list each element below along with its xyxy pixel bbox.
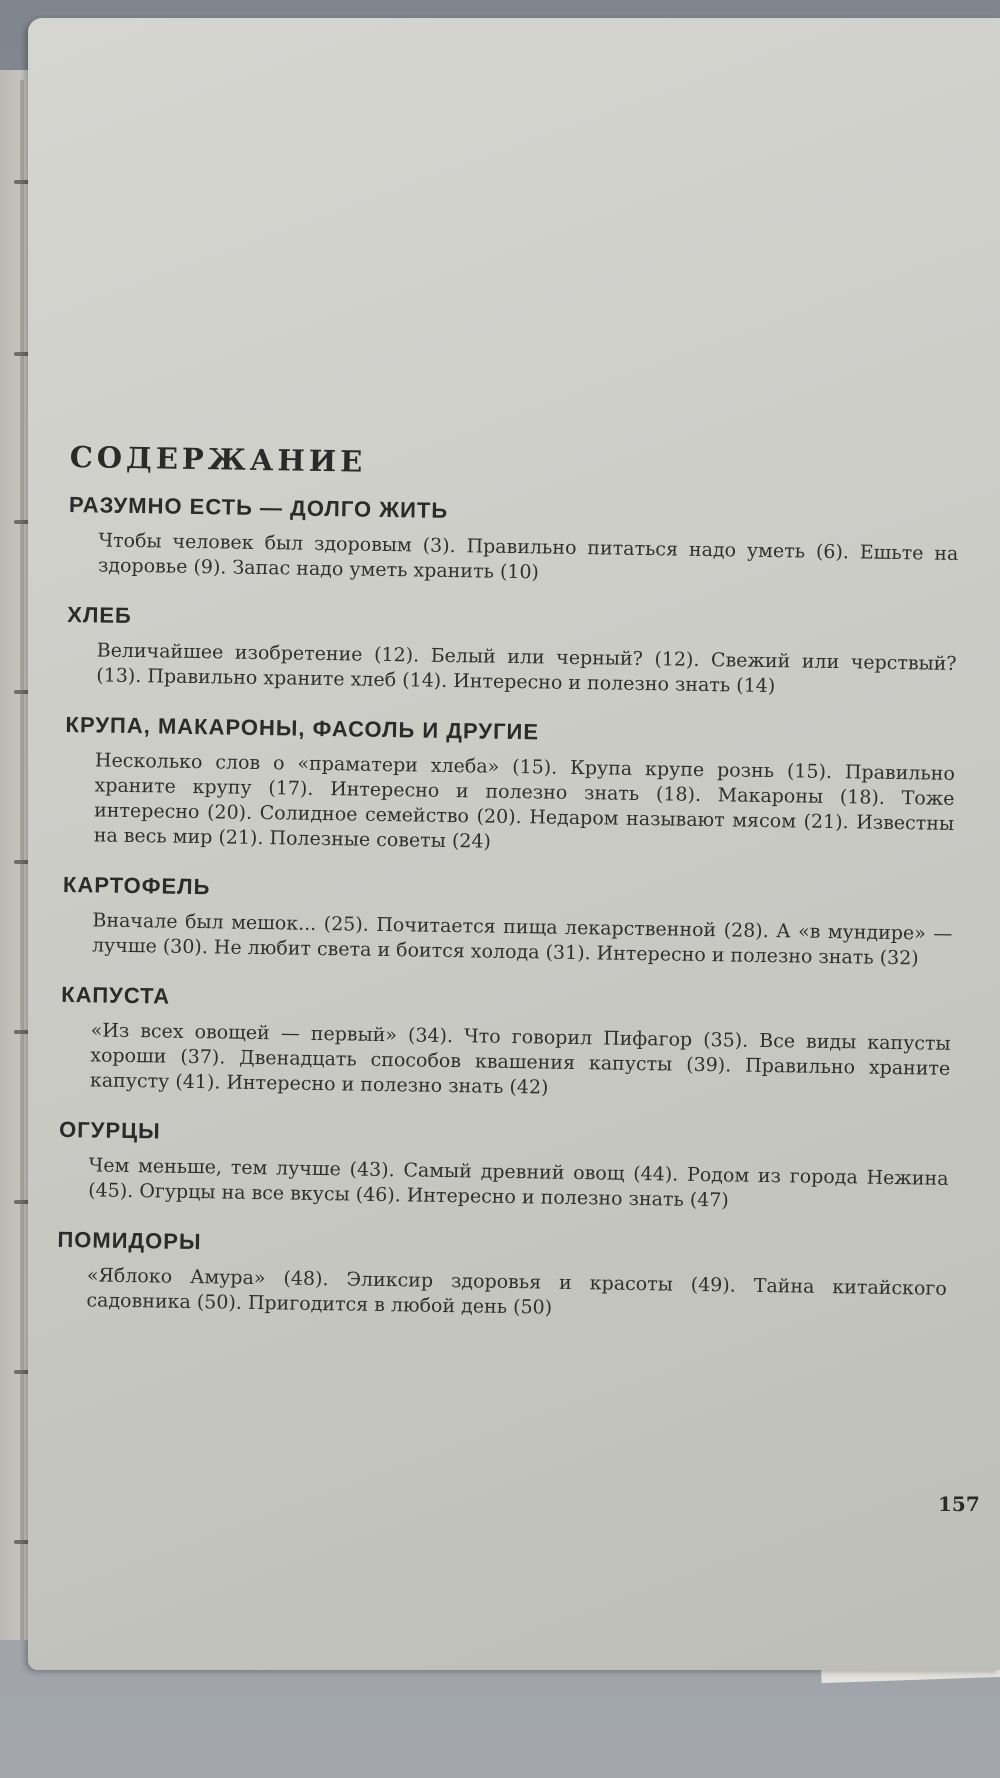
toc-section bbox=[58, 1117, 949, 1217]
section-title: ХЛЕБ bbox=[67, 601, 133, 628]
section-title: ОГУРЦЫ bbox=[58, 1116, 161, 1144]
section-entries: Вначале был мешок... (25). Почитается пища лекарственной (28). А «в мундире» — лучше (30). Не любит света и боится холода (31). Интересно и полезно знать (32) bbox=[91, 909, 953, 970]
toc-section bbox=[60, 982, 952, 1107]
table-of-contents bbox=[56, 440, 960, 1351]
page-number: 157 bbox=[938, 1492, 980, 1516]
toc-section bbox=[66, 602, 957, 702]
section-title: ПОМИДОРЫ bbox=[57, 1226, 202, 1255]
toc-section bbox=[56, 1227, 947, 1327]
section-title: РАЗУМНО ЕСТЬ — ДОЛГО ЖИТЬ bbox=[68, 491, 449, 523]
toc-section bbox=[64, 712, 956, 862]
section-title: КАПУСТА bbox=[61, 981, 171, 1009]
section-entries: Чем меньше, тем лучше (43). Самый древний овощ (44). Родом из города Нежина (45). Огурцы на все вкусы (46). Интересно и полезно знать (47) bbox=[88, 1154, 949, 1212]
section-entries: «Из всех овощей — первый» (34). Что говорил Пифагор (35). Все виды капусты хороши (37). Двенадцать способов квашения капусты (39). Правильно храните капусту (41). Интересно и полезно знать (42) bbox=[89, 1019, 951, 1099]
section-title: КАРТОФЕЛЬ bbox=[62, 871, 211, 900]
section-title: КРУПА, МАКАРОНЫ, ФАСОЛЬ И ДРУГИЕ bbox=[65, 711, 540, 745]
section-entries: «Яблоко Амура» (48). Эликсир здоровья и красоты (49). Тайна китайского садовника (50). Пригодится в любой день (50) bbox=[86, 1264, 947, 1319]
section-entries: Чтобы человек был здоровым (3). Правильно питаться надо уметь (6). Ешьте на здоровье (9). Запас надо уметь хранить (10) bbox=[97, 529, 959, 584]
toc-section bbox=[68, 492, 959, 592]
toc-section bbox=[62, 872, 953, 972]
section-entries: Несколько слов о «праматери хлеба» (15). Крупа крупе рознь (15). Правильно храните крупу (17). Интересно и полезно знать (18). Макароны (18). Тоже интересно (20). Солидное семейство (20). Недаром называют мясом (21). Известны на весь мир (21). Полезные советы (24) bbox=[93, 749, 956, 853]
toc-title: СОДЕРЖАНИЕ bbox=[69, 440, 367, 479]
section-entries: Величайшее изобретение (12). Белый или черный? (12). Свежий или черствый? (13). Правильно храните хлеб (14). Интересно и полезно знать (14) bbox=[96, 639, 957, 698]
